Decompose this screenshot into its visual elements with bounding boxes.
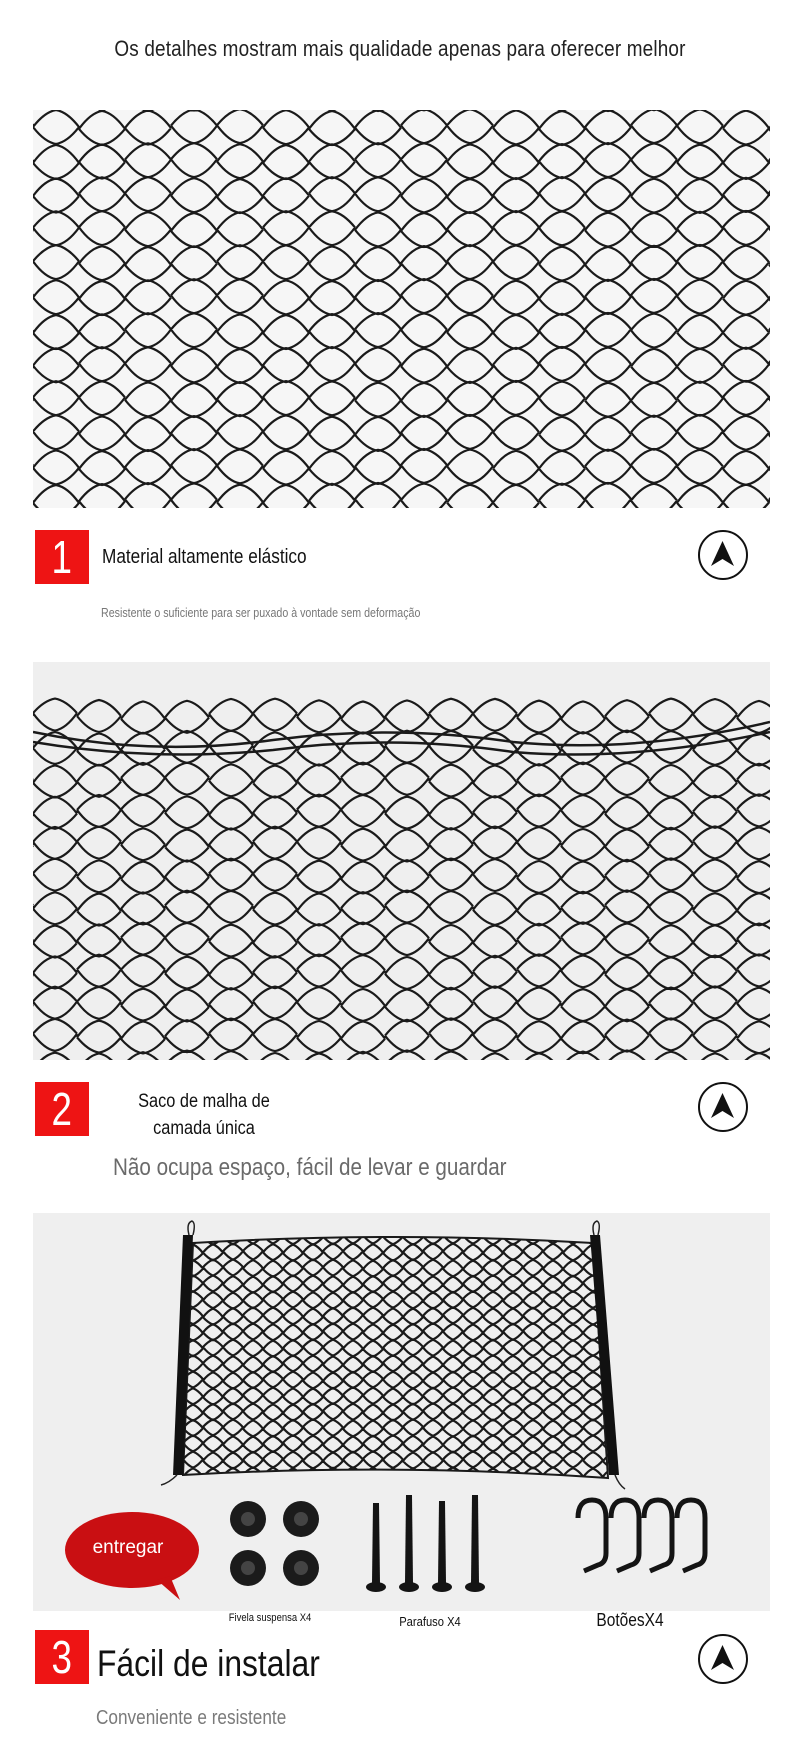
feature-number: 1: [51, 531, 73, 583]
feature-number: 3: [51, 1631, 73, 1683]
up-arrow-button[interactable]: [698, 1634, 748, 1684]
screw-icon: [366, 1495, 485, 1592]
net-top-cord: [33, 722, 770, 755]
accessory-label: BotõesX4: [596, 1610, 664, 1630]
up-arrow-button[interactable]: [698, 530, 748, 580]
accessory-label: Fivela suspensa X4: [228, 1612, 312, 1624]
up-arrow-button[interactable]: [698, 1082, 748, 1132]
up-arrow-circle-icon: [700, 1084, 745, 1129]
feature-title-line: camada única: [153, 1118, 255, 1139]
delivery-badge-label: entregar: [92, 1537, 164, 1558]
feature-number-badge: [35, 1630, 89, 1684]
up-arrow-circle-icon: [700, 1636, 745, 1681]
feature-subtitle: Resistente o suficiente para ser puxado à vontade sem deformação: [101, 605, 421, 620]
feature-subtitle: Conveniente e resistente: [96, 1707, 287, 1729]
accessory-label: Parafuso X4: [399, 1614, 461, 1629]
feature-title: [118, 1088, 290, 1142]
net-closeup-image: [33, 110, 770, 508]
stretched-net-image: [33, 662, 770, 1060]
feature-number-badge: [35, 530, 89, 584]
push-nut-icon: [230, 1501, 319, 1586]
feature-title: Material altamente elástico: [102, 546, 307, 568]
feature-number: 2: [51, 1083, 73, 1135]
net-mesh-strands: [163, 1213, 663, 1533]
feature-number-badge: [35, 1082, 89, 1136]
feature-title: Fácil de instalar: [97, 1643, 320, 1684]
page-title: Os detalhes mostram mais qualidade apenas para oferecer melhor: [114, 36, 686, 61]
net-mesh-strands: [33, 110, 770, 508]
up-arrow-circle-icon: [700, 532, 745, 577]
feature-title-line: Saco de malha de: [138, 1091, 270, 1112]
snap-hook-icon: [578, 1500, 705, 1571]
feature-subtitle: Não ocupa espaço, fácil de levar e guardar: [113, 1154, 507, 1181]
